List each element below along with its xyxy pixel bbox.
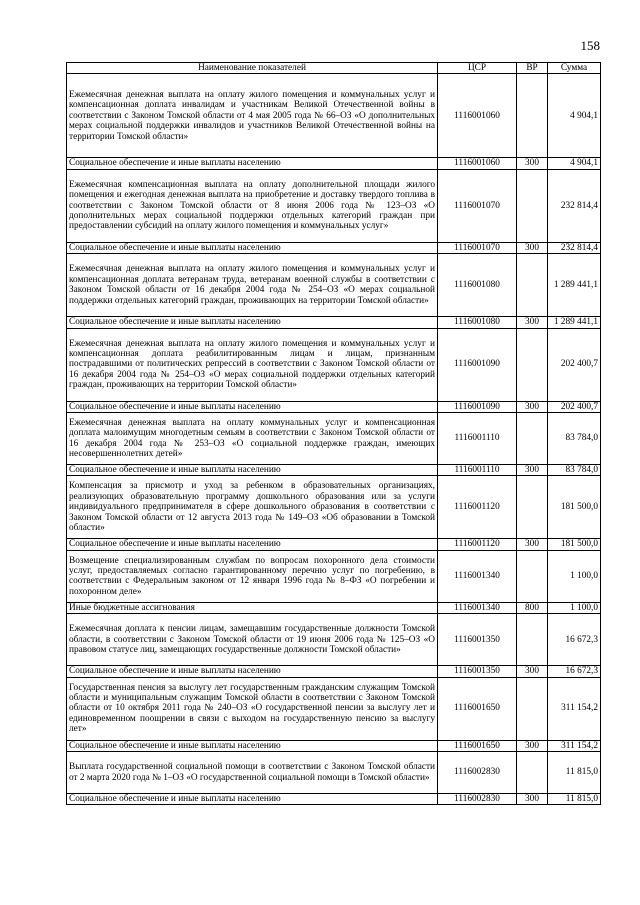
row-vr — [517, 752, 548, 794]
row-code: 1116001070 — [438, 242, 517, 253]
table-row — [67, 401, 601, 412]
row-name: Социальное обеспечение и иные выплаты населению — [67, 158, 438, 169]
row-code: 1116002830 — [438, 752, 517, 794]
table-row — [67, 794, 601, 805]
row-vr: 300 — [517, 242, 548, 253]
table-row — [67, 317, 601, 328]
table-row — [67, 677, 601, 740]
row-code: 1116001350 — [438, 666, 517, 677]
header-sum: Сумма — [548, 63, 601, 74]
table-row — [67, 254, 601, 317]
table-row — [67, 614, 601, 666]
row-sum: 1 100,0 — [548, 602, 601, 613]
row-sum: 4 904,1 — [548, 158, 601, 169]
row-sum: 1 100,0 — [548, 550, 601, 602]
row-sum: 83 784,0 — [548, 413, 601, 465]
row-code: 1116001340 — [438, 602, 517, 613]
table-row — [67, 158, 601, 169]
row-name: Возмещение специализированным службам по вопросам похоронного дела стоимости услуг, предоставляемых согласно гарантированному перечню услуг по погребению, в соответствии с Федеральным законом от 12 января 1996 года № 8–ФЗ «О погребении и похоронном деле» — [67, 550, 438, 602]
row-vr: 300 — [517, 740, 548, 751]
table-row — [67, 550, 601, 602]
page-number: 158 — [580, 38, 600, 53]
row-name: Социальное обеспечение и иные выплаты населению — [67, 740, 438, 751]
row-name: Ежемесячная денежная выплата на оплату жилого помещения и коммунальных услуг и компенсационная доплата ветеранам труда, ветеранам военной службы в соответствии с Законом Томской области от 16 декабря 2004 года № 254–ОЗ «О мерах социальной поддержки отдельных категорий граждан, проживающих на территории Томской области» — [67, 254, 438, 317]
row-name: Ежемесячная доплата к пенсии лицам, замещавшим государственные должности Томской области, в соответствии с Законом Томской области от 19 июня 2006 года № 125–ОЗ «О правовом статусе лиц, замещающих государственные должности Томской области» — [67, 614, 438, 666]
row-name: Ежемесячная денежная выплата на оплату жилого помещения и коммунальных услуг и компенсационная доплата реабилитированным лицам и лицам, признанным пострадавшими от политических репрессий в соответствии с Законом Томской области от 16 декабря 2004 года № 254–ОЗ «О мерах социальной поддержки отдельных категорий граждан, проживающих на территории Томской области» — [67, 328, 438, 401]
row-sum: 181 500,0 — [548, 476, 601, 539]
row-name: Социальное обеспечение и иные выплаты населению — [67, 539, 438, 550]
row-vr — [517, 328, 548, 401]
table-row — [67, 666, 601, 677]
table-header-row — [67, 63, 601, 74]
row-vr — [517, 74, 548, 158]
row-sum: 16 672,3 — [548, 614, 601, 666]
row-name: Выплата государственной социальной помощи в соответствии с Законом Томской области от 2 марта 2020 года № 1–ОЗ «О государственной социальной помощи в Томской области» — [67, 752, 438, 794]
row-sum: 181 500,0 — [548, 539, 601, 550]
row-code: 1116001080 — [438, 254, 517, 317]
row-vr — [517, 614, 548, 666]
table-row — [67, 413, 601, 465]
row-name: Государственная пенсия за выслугу лет государственным гражданским служащим Томской области и муниципальным служащим Томской области в соответствии с Законом Томской области от 10 октября 2011 года № 240–ОЗ «О государственной пенсии за выслугу лет и единовременном поощрении в связи с выходом на государственную пенсию за выслугу лет» — [67, 677, 438, 740]
row-name: Социальное обеспечение и иные выплаты населению — [67, 666, 438, 677]
row-name: Социальное обеспечение и иные выплаты населению — [67, 317, 438, 328]
row-name: Социальное обеспечение и иные выплаты населению — [67, 465, 438, 476]
row-code: 1116001070 — [438, 169, 517, 242]
table-row — [67, 242, 601, 253]
row-code: 1116001120 — [438, 476, 517, 539]
row-code: 1116001060 — [438, 74, 517, 158]
row-code: 1116001090 — [438, 328, 517, 401]
row-vr: 300 — [517, 317, 548, 328]
row-vr — [517, 677, 548, 740]
row-name: Социальное обеспечение и иные выплаты населению — [67, 401, 438, 412]
row-sum: 311 154,2 — [548, 740, 601, 751]
row-code: 1116001650 — [438, 677, 517, 740]
row-vr — [517, 254, 548, 317]
row-vr: 300 — [517, 158, 548, 169]
table-row — [67, 752, 601, 794]
table-row — [67, 602, 601, 613]
row-sum: 11 815,0 — [548, 794, 601, 805]
header-name: Наименование показателей — [67, 63, 438, 74]
row-vr — [517, 550, 548, 602]
row-code: 1116001650 — [438, 740, 517, 751]
row-name: Ежемесячная компенсационная выплата на оплату дополнительной площади жилого помещения и ежегодная денежная выплата на приобретение и доставку твердого топлива в соответствии с Законом Томской области от 8 июня 2006 года № 123–ОЗ «О дополнительных мерах социальной поддержки отдельных категорий граждан при предоставлении субсидий на оплату жилого помещения и коммунальных услуг» — [67, 169, 438, 242]
row-name: Социальное обеспечение и иные выплаты населению — [67, 242, 438, 253]
row-vr: 300 — [517, 666, 548, 677]
row-sum: 202 400,7 — [548, 401, 601, 412]
row-sum: 311 154,2 — [548, 677, 601, 740]
row-code: 1116001350 — [438, 614, 517, 666]
row-name: Компенсация за присмотр и уход за ребенком в образовательных организациях, реализующих образовательную программу дошкольного образования или за услуги индивидуального предпринимателя в сфере дошкольного образования в соответствии с Законом Томской области от 12 августа 2013 года № 149–ОЗ «Об образовании в Томской области» — [67, 476, 438, 539]
table-row — [67, 740, 601, 751]
row-code: 1116001110 — [438, 465, 517, 476]
row-vr — [517, 169, 548, 242]
budget-table — [66, 62, 601, 805]
row-name: Ежемесячная денежная выплата на оплату жилого помещения и коммунальных услуг и компенсационная доплата инвалидам и участникам Великой Отечественной войны в соответствии с Законом Томской области от 4 мая 2005 года № 66–ОЗ «О дополнительных мерах социальной поддержки инвалидов и участников Великой Отечественной войны на территории Томской области» — [67, 74, 438, 158]
row-sum: 232 814,4 — [548, 242, 601, 253]
row-sum: 83 784,0 — [548, 465, 601, 476]
row-code: 1116001080 — [438, 317, 517, 328]
row-vr: 300 — [517, 401, 548, 412]
table-row — [67, 328, 601, 401]
table-row — [67, 476, 601, 539]
row-sum: 16 672,3 — [548, 666, 601, 677]
row-vr: 300 — [517, 539, 548, 550]
row-vr: 300 — [517, 794, 548, 805]
header-code: ЦСР — [438, 63, 517, 74]
row-code: 1116001090 — [438, 401, 517, 412]
row-code: 1116001340 — [438, 550, 517, 602]
row-vr — [517, 413, 548, 465]
row-vr: 800 — [517, 602, 548, 613]
row-sum: 232 814,4 — [548, 169, 601, 242]
row-name: Иные бюджетные ассигнования — [67, 602, 438, 613]
row-vr — [517, 476, 548, 539]
row-code: 1116001110 — [438, 413, 517, 465]
row-sum: 11 815,0 — [548, 752, 601, 794]
table-row — [67, 539, 601, 550]
row-name: Ежемесячная денежная выплата на оплату коммунальных услуг и компенсационная доплата малоимущим многодетным семьям в соответствии с Законом Томской области от 16 декабря 2004 года № 253–ОЗ «О социальной поддержке граждан, имеющих несовершеннолетних детей» — [67, 413, 438, 465]
row-vr: 300 — [517, 465, 548, 476]
table-row — [67, 169, 601, 242]
table-row — [67, 74, 601, 158]
row-sum: 1 289 441,1 — [548, 317, 601, 328]
table-row — [67, 465, 601, 476]
row-code: 1116002830 — [438, 794, 517, 805]
row-name: Социальное обеспечение и иные выплаты населению — [67, 794, 438, 805]
row-code: 1116001120 — [438, 539, 517, 550]
row-sum: 4 904,1 — [548, 74, 601, 158]
row-sum: 1 289 441,1 — [548, 254, 601, 317]
header-vr: ВР — [517, 63, 548, 74]
row-code: 1116001060 — [438, 158, 517, 169]
row-sum: 202 400,7 — [548, 328, 601, 401]
